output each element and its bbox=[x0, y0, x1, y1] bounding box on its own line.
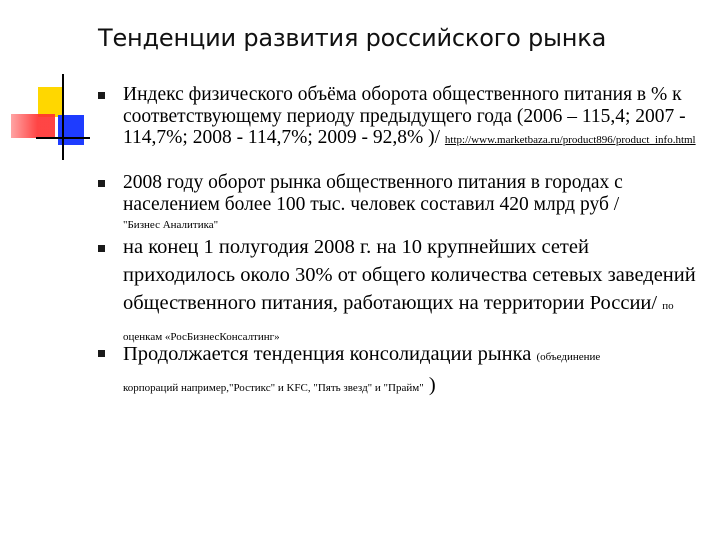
red-square-shape bbox=[11, 114, 55, 138]
source-link[interactable]: http://www.marketbaza.ru/product896/product_info.html bbox=[444, 134, 696, 146]
horizontal-line-shape bbox=[36, 137, 90, 139]
source-note: по оценкам «РосБизнесКонсалтинг» bbox=[123, 300, 674, 343]
slide-title: Тенденции развития российского рынка bbox=[98, 24, 607, 52]
yellow-square-shape bbox=[38, 87, 64, 117]
bullet-marker-icon bbox=[98, 350, 105, 357]
vertical-line-shape bbox=[62, 74, 64, 160]
decorative-logo bbox=[0, 0, 100, 170]
bullet-item bbox=[123, 340, 703, 402]
bullet-item bbox=[123, 172, 703, 232]
bullet-text: на конец 1 полугодия 2008 г. на 10 крупнейших сетей приходилось около 30% от общего количества сетевых заведений общественного питания, работающих на территории России/ bbox=[123, 236, 696, 314]
note-open: (объединение bbox=[536, 351, 601, 363]
bullet-marker-icon bbox=[98, 92, 105, 99]
bullet-text: 2008 году оборот рынка общественного питания в городах с населением более 100 тыс. человек составил 420 млрд руб / bbox=[123, 172, 623, 215]
bullet-item bbox=[123, 84, 703, 152]
bullet-item bbox=[123, 233, 703, 351]
note-body: корпораций например,"Ростикс" и KFC, "Пять звезд" и "Прайм" bbox=[123, 382, 424, 394]
source-note: "Бизнес Аналитика" bbox=[123, 219, 219, 231]
bullet-text: Индекс физического объёма оборота общественного питания в % к соответствующему периоду предыдущего года (2006 – 115,4; 2007 - 114,7%; 2008 - 114,7%; 2009 - 92,8% )/ bbox=[123, 84, 686, 148]
bullet-marker-icon bbox=[98, 180, 105, 187]
bullet-marker-icon bbox=[98, 245, 105, 252]
bullet-text: Продолжается тенденция консолидации рынка bbox=[123, 343, 532, 365]
note-close: ) bbox=[428, 374, 436, 396]
